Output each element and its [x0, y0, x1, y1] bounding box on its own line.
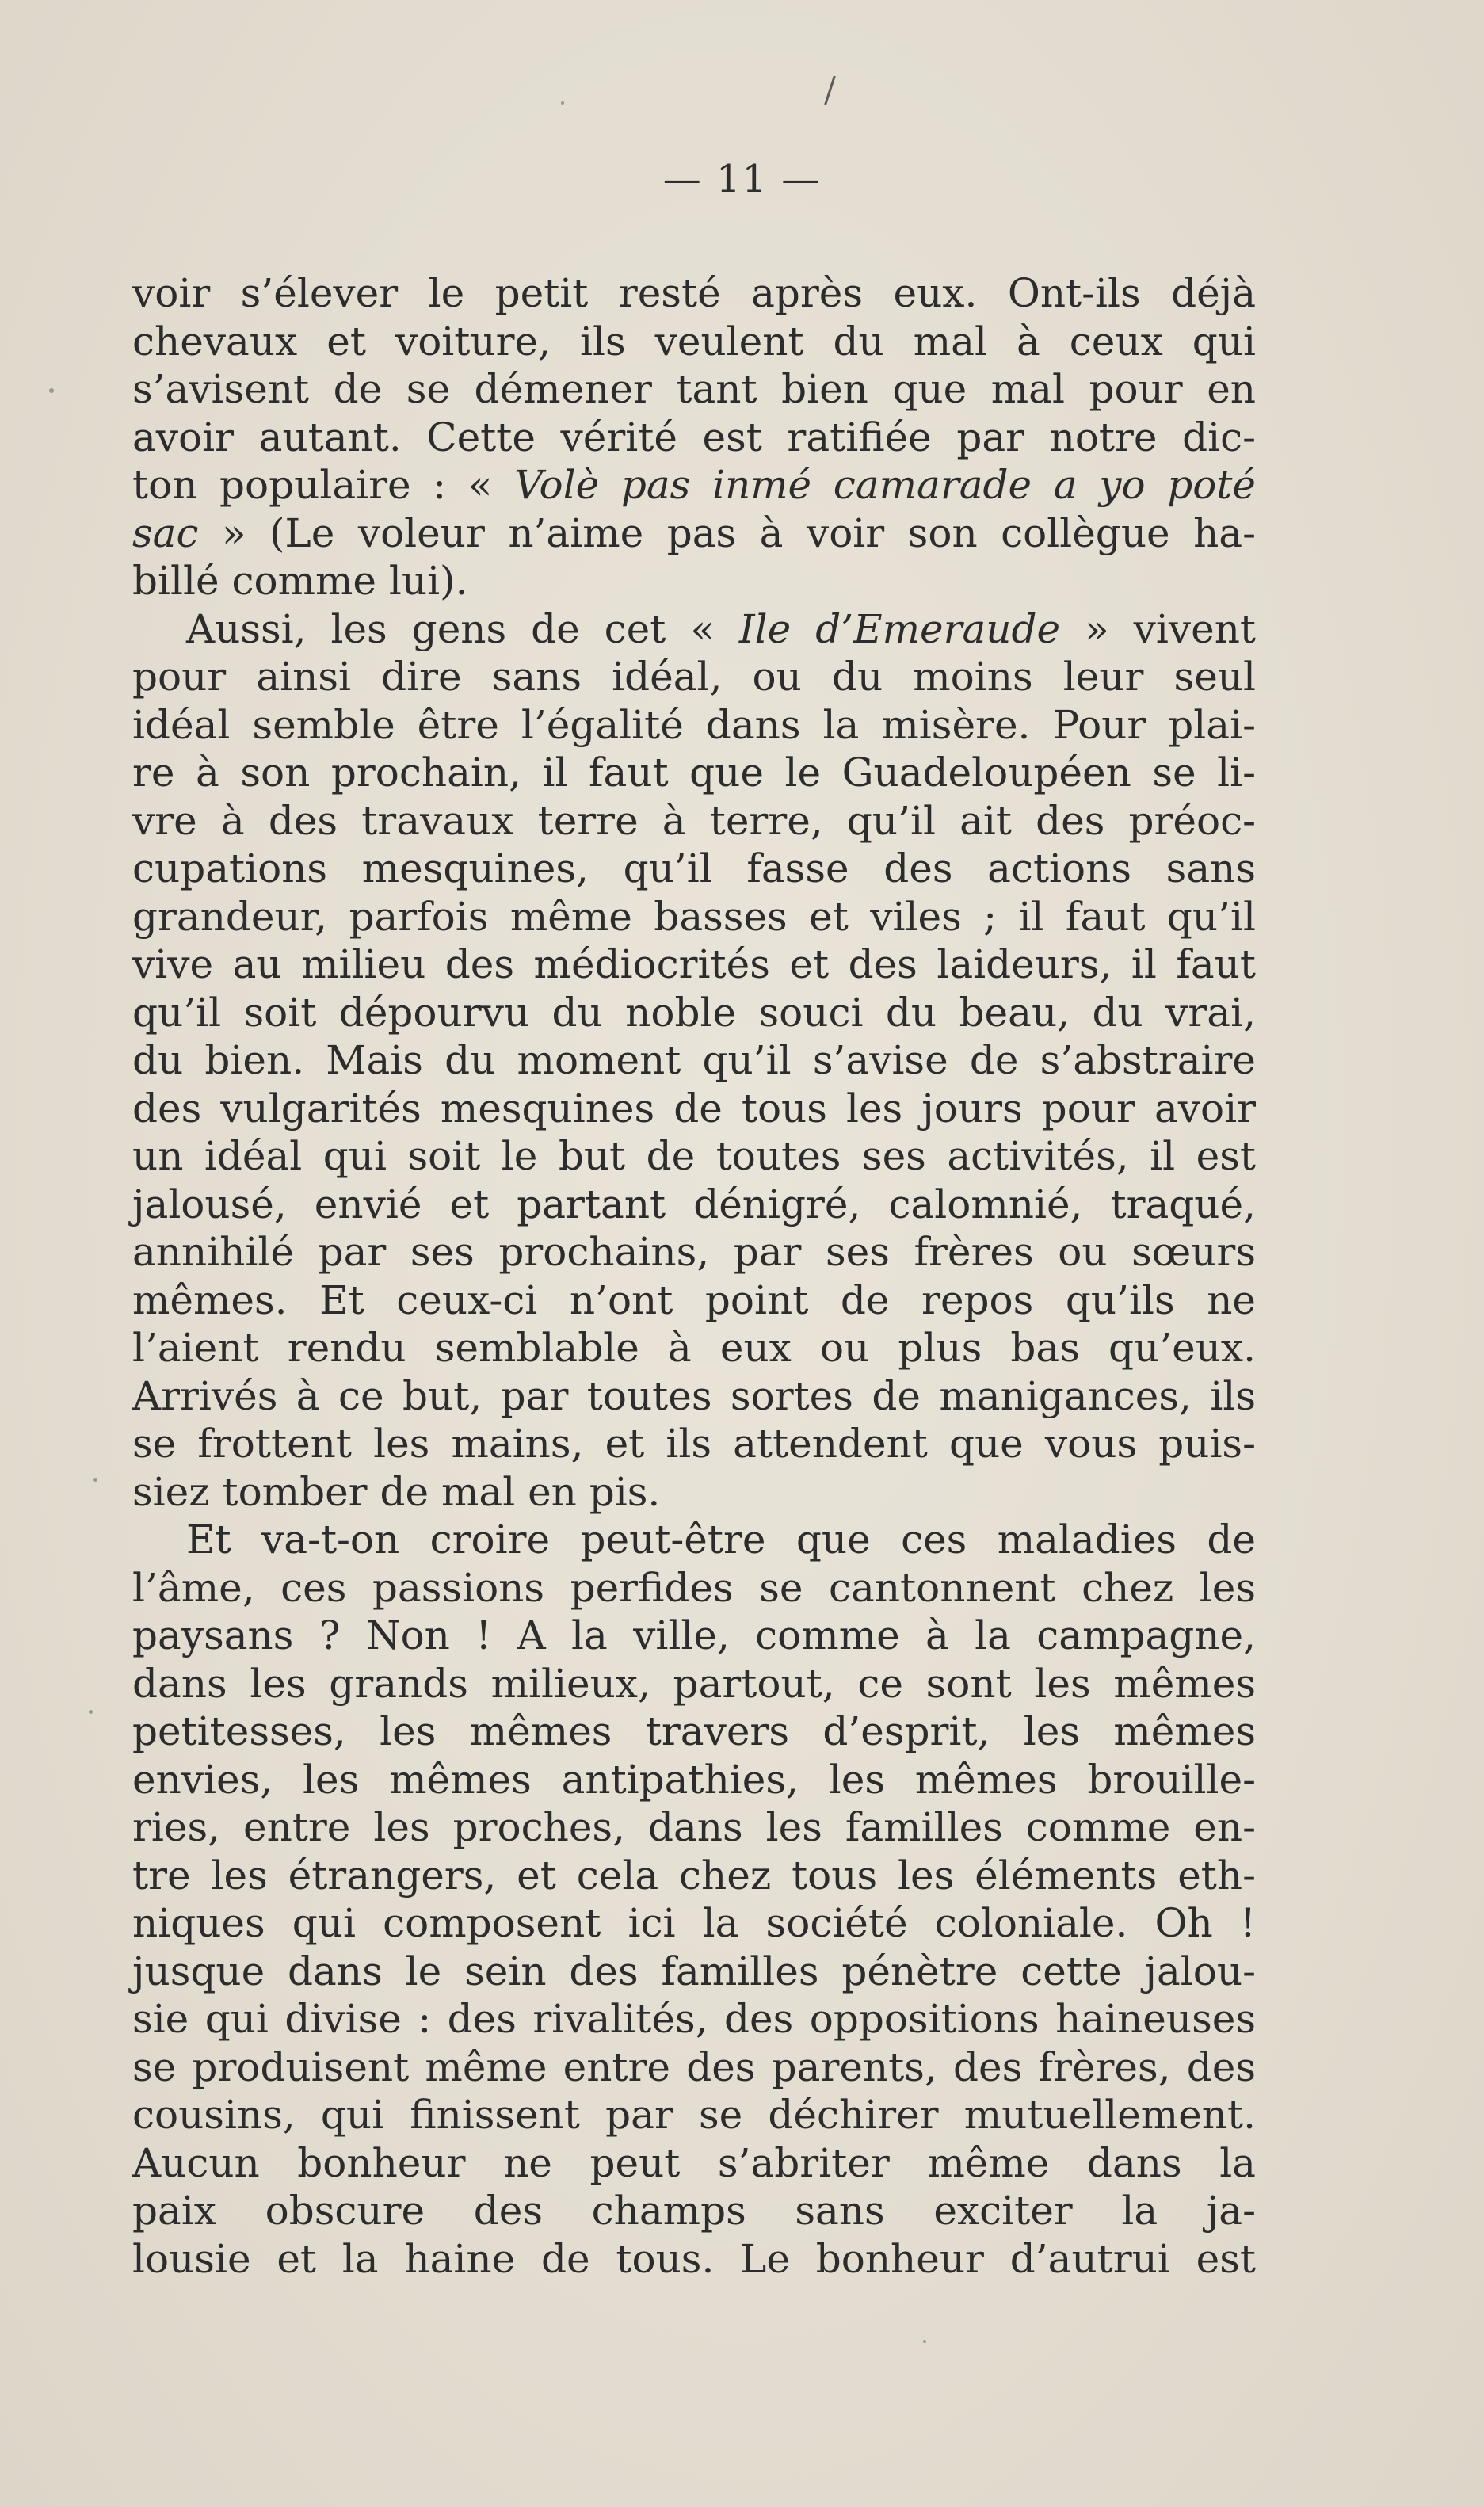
text-line: tre les étrangers, et cela chez tous les éléments eth- — [132, 1852, 1256, 1898]
pencil-mark — [824, 75, 836, 105]
creole-proverb-end: sac — [132, 509, 199, 556]
text-line: s’avisent de se démener tant bien que mal pour en — [132, 366, 1256, 412]
text-line: annihilé par ses prochains, par ses frères ou sœurs — [132, 1229, 1256, 1275]
text-line: qu’il soit dépourvu du noble souci du beau, du vrai, — [132, 989, 1256, 1036]
island-name: Ile d’Emeraude — [738, 605, 1061, 652]
text-line: lousie et la haine de tous. Le bonheur d’autrui est — [132, 2235, 1256, 2282]
text-line: du bien. Mais du moment qu’il s’avise de s’abstraire — [132, 1037, 1256, 1083]
body-text — [132, 269, 1256, 2283]
text-line: un idéal qui soit le but de toutes ses activités, il est — [132, 1133, 1256, 1179]
paper-speck — [49, 388, 54, 393]
text-line — [132, 605, 1256, 654]
text-line: Arrivés à ce but, par toutes sortes de manigances, ils — [132, 1372, 1256, 1419]
text-line: billé comme lui). — [132, 558, 468, 604]
page-number: — 11 — — [662, 157, 822, 201]
text-line: Et va-t-on croire peut-être que ces maladies de — [186, 1517, 1256, 1563]
text-line: dans les grands milieux, partout, ce sont les mêmes — [132, 1660, 1256, 1707]
text-line: l’âme, ces passions perfides se cantonnent chez les — [132, 1564, 1256, 1611]
text-line: envies, les mêmes antipathies, les mêmes brouille- — [132, 1756, 1256, 1803]
text-line: jalousé, envié et partant dénigré, calomnié, traqué, — [132, 1181, 1256, 1227]
text-line: vre à des travaux terre à terre, qu’il ait des préoc- — [132, 797, 1256, 844]
paper-speck — [89, 1710, 93, 1714]
text-run: » vivent — [1060, 605, 1257, 652]
text-line: vive au milieu des médiocrités et des laideurs, il faut — [132, 941, 1256, 987]
text-line: cupations mesquines, qu’il fasse des actions sans — [132, 845, 1256, 891]
text-line: cousins, qui finissent par se déchirer mutuellement. — [132, 2092, 1256, 2138]
text-run: ton populaire : « — [132, 462, 514, 508]
text-line: pour ainsi dire sans idéal, ou du moins leur seul — [132, 654, 1256, 700]
text-line: re à son prochain, il faut que le Guadeloupéen se li- — [132, 750, 1256, 796]
paper-speck — [923, 2340, 926, 2343]
text-line: sie qui divise : des rivalités, des oppositions haineuses — [132, 1996, 1256, 2042]
text-line: jusque dans le sein des familles pénètre cette jalou- — [132, 1948, 1256, 1994]
paper-speck — [93, 1478, 97, 1482]
text-line: grandeur, parfois même basses et viles ; il faut qu’il — [132, 893, 1256, 940]
text-line: idéal semble être l’égalité dans la misère. Pour plai- — [132, 701, 1256, 748]
text-line — [132, 461, 1256, 509]
text-line: mêmes. Et ceux-ci n’ont point de repos qu’ils ne — [132, 1276, 1256, 1323]
paper-speck — [561, 101, 564, 105]
text-line: petitesses, les mêmes travers d’esprit, les mêmes — [132, 1708, 1256, 1754]
text-line: Aucun bonheur ne peut s’abriter même dans la — [132, 2139, 1256, 2186]
text-line: se frottent les mains, et ils attendent que vous puis- — [132, 1421, 1256, 1467]
text-line: paysans ? Non ! A la ville, comme à la campagne, — [132, 1612, 1256, 1658]
text-line: paix obscure des champs sans exciter la ja- — [132, 2188, 1256, 2234]
text-run: » (Le voleur n’aime pas à voir son collègue ha- — [198, 509, 1256, 556]
text-line: des vulgarités mesquines de tous les jours pour avoir — [132, 1085, 1256, 1131]
text-line: l’aient rendu semblable à eux ou plus bas qu’eux. — [132, 1325, 1256, 1371]
text-line: se produisent même entre des parents, des frères, des — [132, 2043, 1256, 2090]
text-line: avoir autant. Cette vérité est ratifiée par notre dic- — [132, 414, 1256, 460]
text-line: ries, entre les proches, dans les familles comme en- — [132, 1804, 1256, 1850]
text-line: niques qui composent ici la société coloniale. Oh ! — [132, 1900, 1256, 1946]
text-line: voir s’élever le petit resté après eux. Ont-ils déjà — [132, 270, 1256, 316]
text-line — [132, 509, 1256, 558]
text-line: chevaux et voiture, ils veulent du mal à ceux qui — [132, 318, 1256, 364]
creole-proverb: Volè pas inmé camarade a yo poté — [514, 462, 1256, 508]
text-run: Aussi, les gens de cet « — [186, 605, 739, 652]
text-line: siez tomber de mal en pis. — [132, 1468, 661, 1515]
